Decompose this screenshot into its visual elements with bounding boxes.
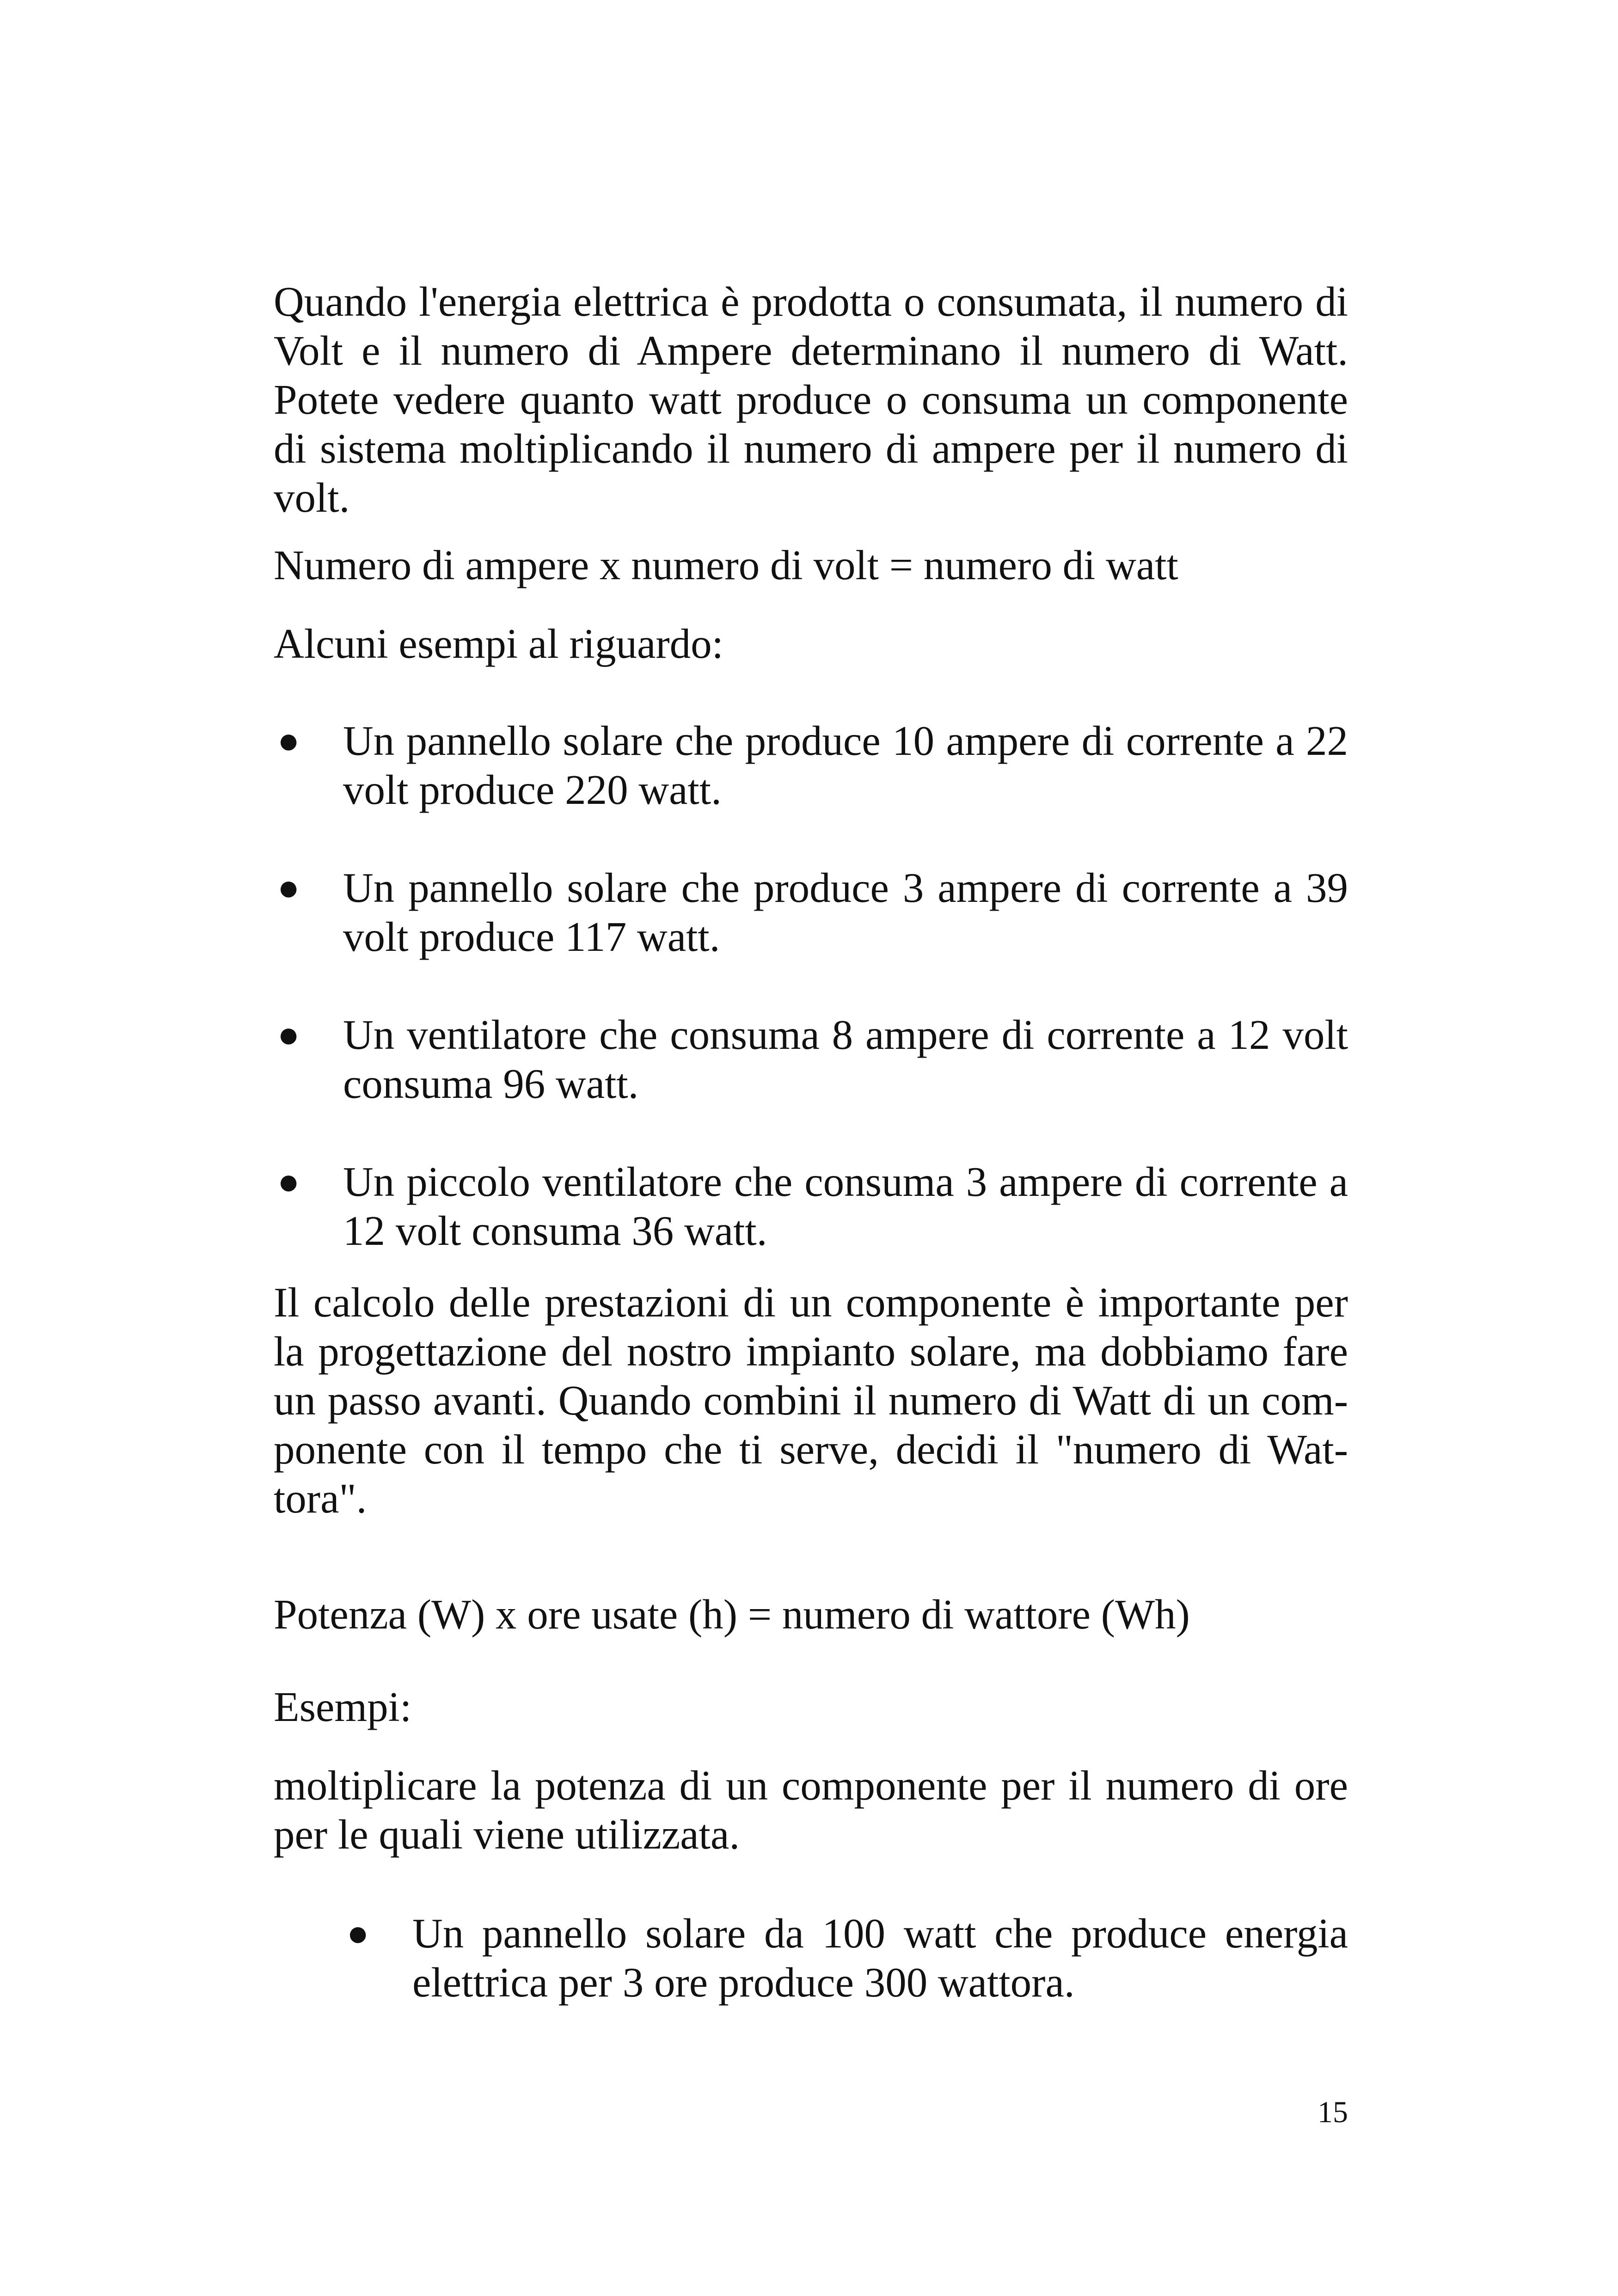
wh-formula: Potenza (W) x ore usate (h) = numero di wattore (Wh) [274,1591,1190,1638]
list-item [274,1010,1348,1108]
list-item [343,1909,1348,2007]
list-item [274,1157,1348,1255]
examples-intro: Alcuni esempi al riguardo: [274,620,723,667]
bullet-icon: ● [277,868,300,908]
bullet-icon: ● [277,1162,300,1202]
list-item-text: Un pannello solare che produce 3 ampere di corrente a 39 volt produce 117 watt. [343,864,1348,960]
list-item [274,863,1348,961]
watt-formula: Numero di ampere x numero di volt = numero di watt [274,542,1178,588]
list-item-text: Un pannello solare che produce 10 ampere di corrente a 22 volt produce 220 watt. [343,717,1348,813]
bullet-icon: ● [347,1913,369,1954]
bullet-icon: ● [277,1015,300,1055]
list-item-text: Un piccolo ventilatore che consuma 3 ampere di corrente a 12 volt consuma 36 watt. [343,1158,1348,1254]
list-item [274,716,1348,814]
bullet-icon: ● [277,721,300,761]
list-item-text: Un pannello solare da 100 watt che produce energia elettrica per 3 ore produce 300 wattora. [412,1910,1348,2006]
intro-paragraph: Quando l'energia elettrica è prodotta o consumata, il numero di Volt e il numero di Ampere determinano il numero di Watt. Potete vedere quanto watt produce o consuma un componente di sistema moltiplicando il numero di ampere per il numero di volt. [274,278,1348,521]
wattora-paragraph: Il calcolo delle prestazioni di un componente è importante per la progettazione del nostro impianto solare, ma dobbiamo fare un passo avanti. Quando combini il numero di Watt di un componente con il tempo che ti serve, decidi il "numero di Wattora". [274,1279,1348,1522]
page-number: 15 [1318,2095,1348,2129]
multiply-paragraph: moltiplicare la potenza di un componente per il numero di ore per le quali viene utilizzata. [274,1762,1348,1858]
examples-label: Esempi: [274,1684,412,1730]
list-item-text: Un ventilatore che consuma 8 ampere di corrente a 12 volt consuma 96 watt. [343,1011,1348,1107]
